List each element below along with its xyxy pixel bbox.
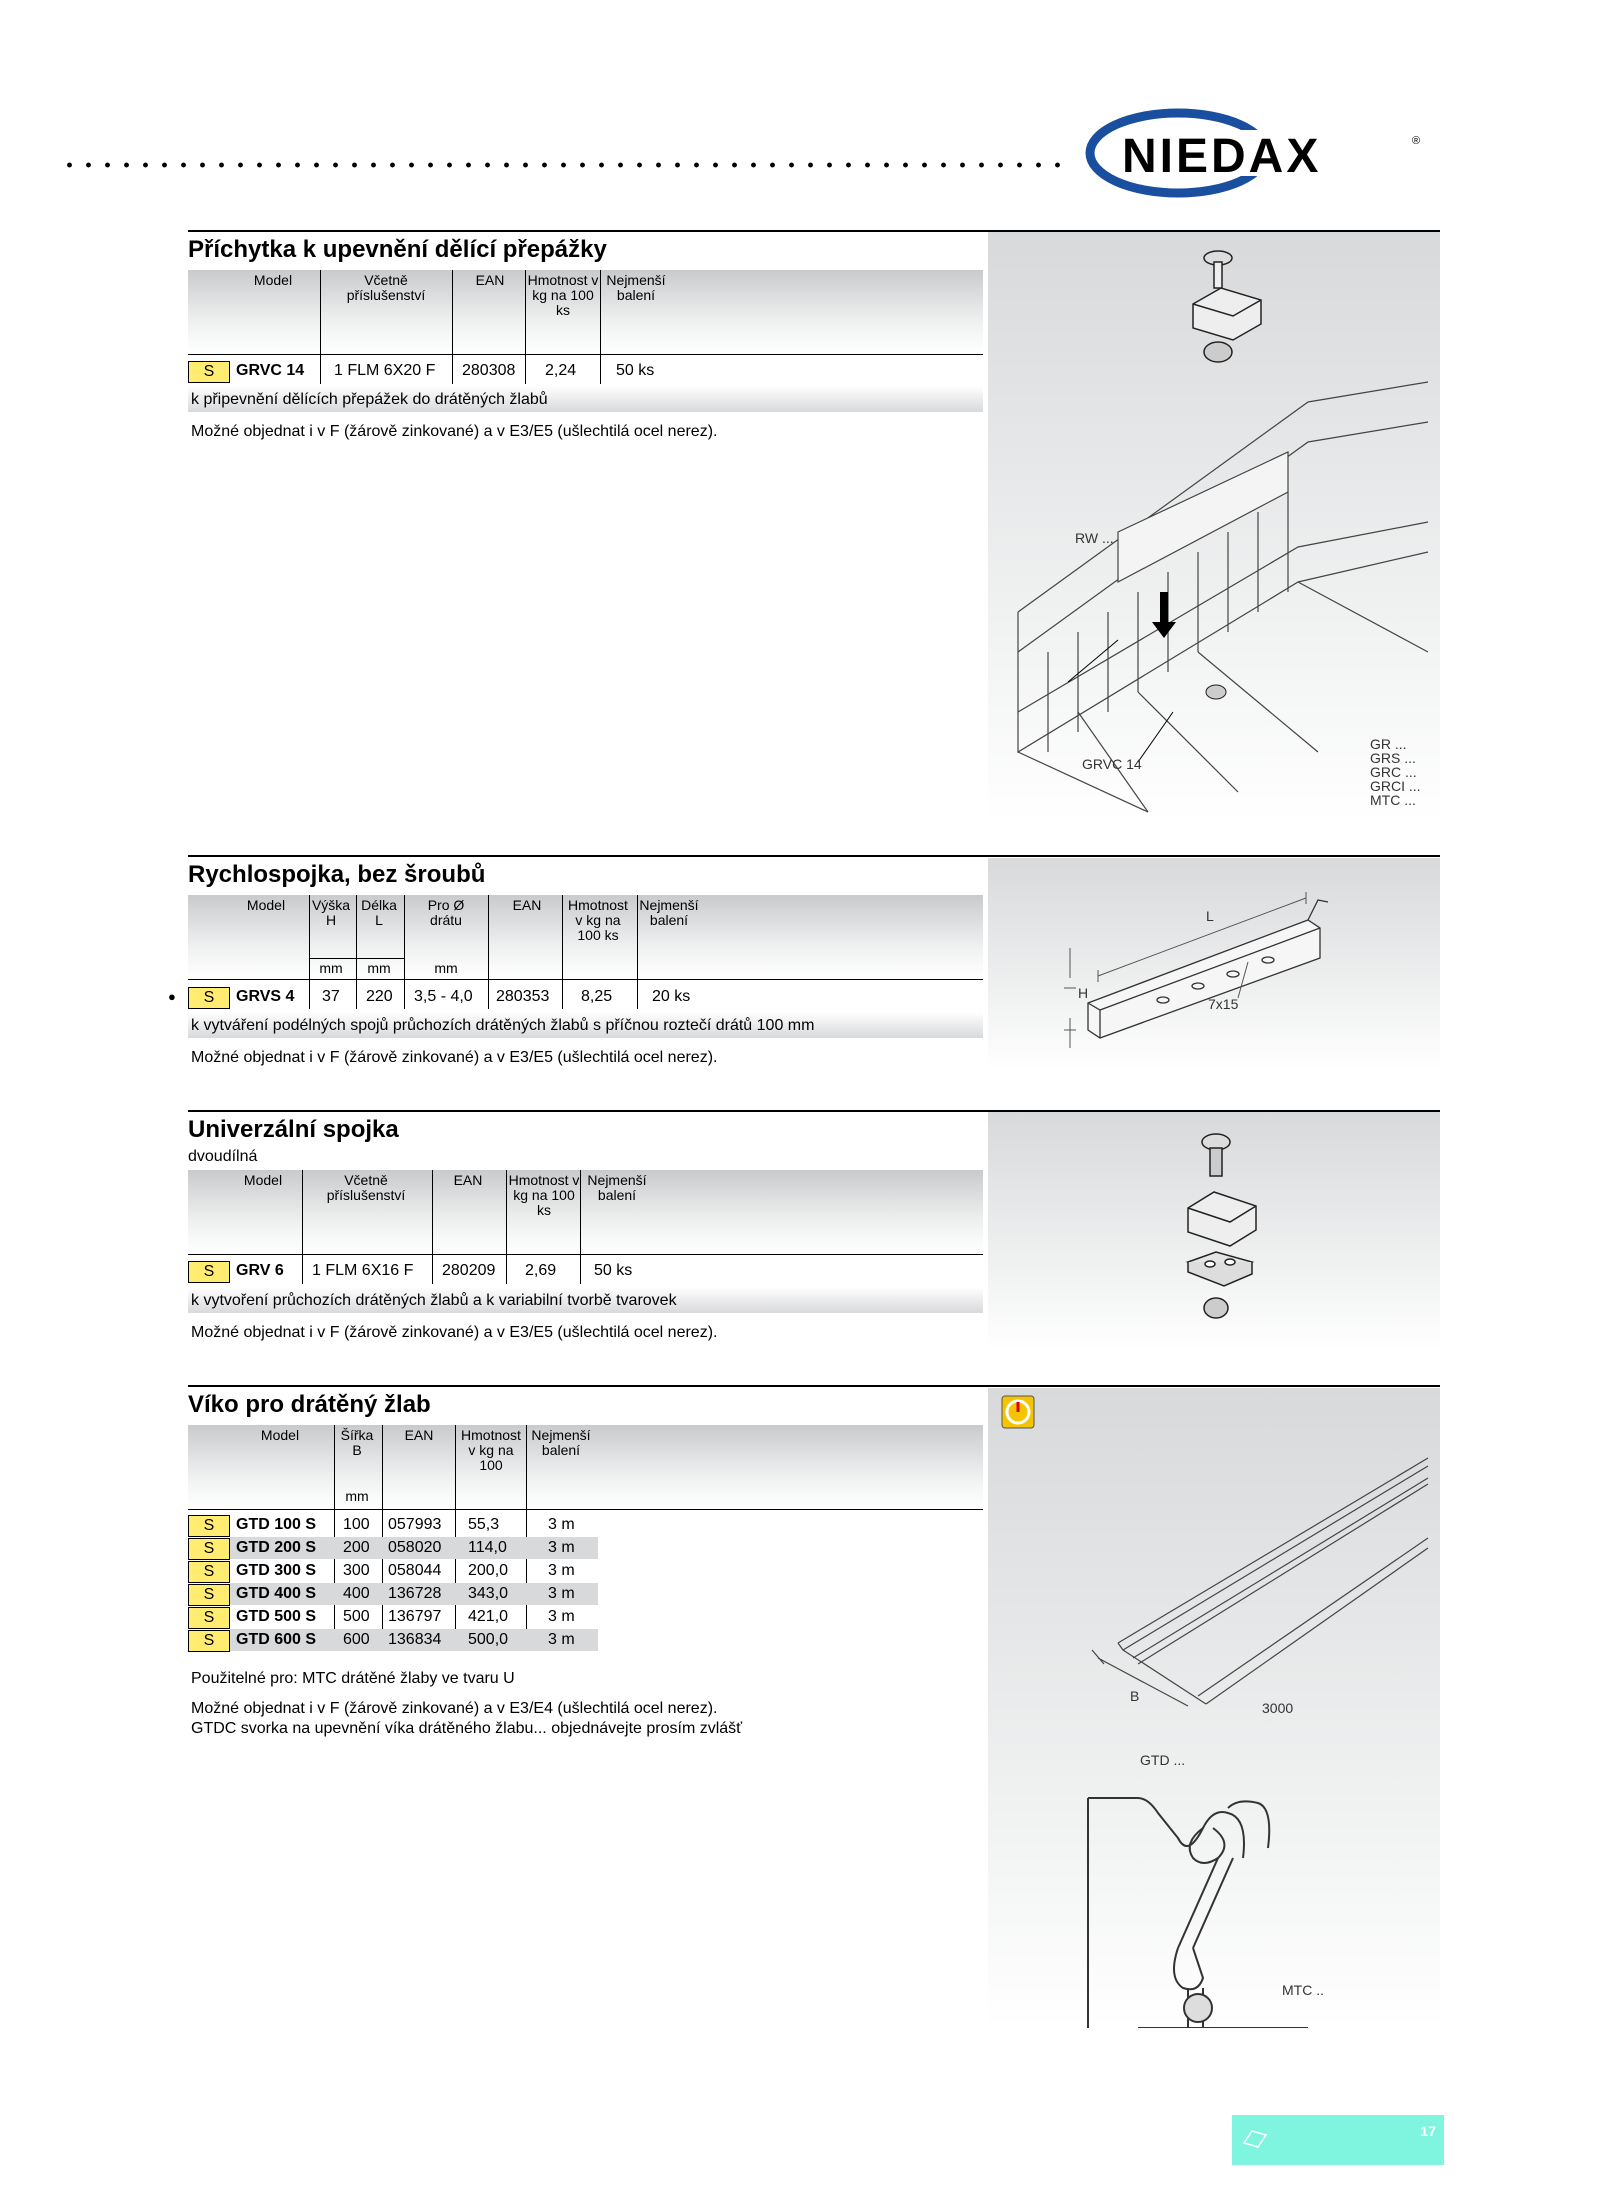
model-cell: GTD 500 S xyxy=(236,1608,317,1625)
col-header-weight: Hmotnost v kg na 100 ks xyxy=(508,1172,580,1218)
dotted-rule xyxy=(60,160,1060,170)
col-header-ean: EAN xyxy=(404,1427,434,1443)
col-header-accessories: Včetně příslušenství xyxy=(346,272,426,303)
unit-label: mm xyxy=(367,960,391,976)
height-cell: 37 xyxy=(322,988,340,1005)
model-cell: GTD 100 S xyxy=(236,1516,317,1533)
section-title: Víko pro drátěný žlab xyxy=(188,1391,431,1418)
col-header-width: Šířka B xyxy=(340,1427,374,1458)
section-rule xyxy=(188,1385,1440,1387)
section-rule xyxy=(188,855,1440,857)
stock-badge: S xyxy=(188,1584,230,1606)
section-title: Univerzální spojka xyxy=(188,1116,399,1143)
model-cell: GTD 200 S xyxy=(236,1539,317,1556)
page-number: 17 xyxy=(1420,2123,1436,2139)
model-cell: GTD 600 S xyxy=(236,1631,317,1648)
minpack-cell: 50 ks xyxy=(594,1262,633,1279)
label-gr: GR ... xyxy=(1370,736,1407,752)
col-header-model: Model xyxy=(246,897,286,913)
ean-cell: 058020 xyxy=(388,1539,442,1556)
product-illustration xyxy=(988,1112,1440,1350)
stock-badge: S xyxy=(188,1515,230,1537)
stock-badge: S xyxy=(188,1261,230,1283)
model-cell: GTD 400 S xyxy=(236,1585,317,1602)
col-header-ean: EAN xyxy=(512,897,542,913)
note: k vytváření podélných spojů průchozích drátěných žlabů s příčnou roztečí drátů 100 mm xyxy=(191,1017,815,1034)
col-header-weight: Hmotnost v kg na 100 ks xyxy=(568,897,628,943)
stock-badge: S xyxy=(188,361,230,383)
accessories-cell: 1 FLM 6X16 F xyxy=(312,1262,414,1279)
model-cell: GRVC 14 xyxy=(236,362,305,379)
col-header-accessories: Včetně příslušenství xyxy=(326,1172,406,1203)
col-header-ean: EAN xyxy=(475,272,505,288)
stock-badge: S xyxy=(188,1561,230,1583)
ean-cell: 136728 xyxy=(388,1585,442,1602)
label-rw: RW ... xyxy=(1075,530,1114,546)
ean-cell: 280209 xyxy=(442,1262,496,1279)
model-cell: GRV 6 xyxy=(236,1262,284,1279)
stock-badge: S xyxy=(188,1630,230,1652)
label-h: H xyxy=(1078,985,1089,1001)
note: Možné objednat i v F (žárově zinkované) a v E3/E5 (ušlechtilá ocel nerez). xyxy=(191,423,718,440)
label-hole: 7x15 xyxy=(1208,996,1239,1012)
note: Možné objednat i v F (žárově zinkované) a v E3/E5 (ušlechtilá ocel nerez). xyxy=(191,1049,718,1066)
label-mtc: MTC .. xyxy=(1282,1982,1324,1998)
section-subtitle: dvoudílná xyxy=(188,1148,258,1165)
weight-cell: 343,0 xyxy=(468,1585,509,1602)
product-illustration xyxy=(988,1388,1440,2028)
col-header-minpack: Nejmenší balení xyxy=(639,897,699,928)
note: Možné objednat i v F (žárově zinkované) a v E3/E4 (ušlechtilá ocel nerez). xyxy=(191,1700,718,1717)
unit-label: mm xyxy=(345,1488,369,1504)
col-header-model: Model xyxy=(260,1427,300,1443)
model-cell: GRVS 4 xyxy=(236,988,295,1005)
minpack-cell: 3 m xyxy=(548,1539,575,1556)
svg-text:NIEDAX: NIEDAX xyxy=(1122,130,1322,183)
width-cell: 200 xyxy=(343,1539,370,1556)
model-cell: GTD 300 S xyxy=(236,1562,317,1579)
weight-cell: 2,24 xyxy=(545,362,577,379)
width-cell: 600 xyxy=(343,1631,370,1648)
label-b: B xyxy=(1130,1688,1140,1704)
col-header-model: Model xyxy=(253,272,293,288)
ean-cell: 057993 xyxy=(388,1516,442,1533)
svg-text:®: ® xyxy=(1412,135,1421,147)
label-grc: GRC ... xyxy=(1370,764,1417,780)
col-header-minpack: Nejmenší balení xyxy=(587,1172,647,1203)
note: k připevnění dělících přepážek do drátěných žlabů xyxy=(191,391,548,408)
minpack-cell: 3 m xyxy=(548,1608,575,1625)
stock-badge: S xyxy=(188,987,230,1009)
col-header-ean: EAN xyxy=(453,1172,483,1188)
weight-cell: 114,0 xyxy=(468,1539,507,1556)
stock-badge: S xyxy=(188,1607,230,1629)
unit-label: mm xyxy=(434,960,458,976)
weight-cell: 2,69 xyxy=(525,1262,557,1279)
stock-badge: S xyxy=(188,1538,230,1560)
length-cell: 220 xyxy=(366,988,393,1005)
col-header-length: Délka L xyxy=(361,897,397,928)
section-title: Příchytka k upevnění dělící přepážky xyxy=(188,236,607,263)
product-illustration xyxy=(988,858,1440,1070)
note: GTDC svorka na upevnění víka drátěného žlabu... objednávejte prosím zvlášť xyxy=(191,1720,743,1737)
label-mtc: MTC ... xyxy=(1370,792,1416,808)
ean-cell: 280308 xyxy=(462,362,516,379)
unit-label: mm xyxy=(319,960,343,976)
tray-icon xyxy=(1240,2125,1270,2153)
width-cell: 400 xyxy=(343,1585,370,1602)
section-title: Rychlospojka, bez šroubů xyxy=(188,861,486,888)
bullet: ● xyxy=(168,989,176,1004)
ean-cell: 058044 xyxy=(388,1562,442,1579)
ean-cell: 280353 xyxy=(496,988,550,1005)
weight-cell: 200,0 xyxy=(468,1562,509,1579)
weight-cell: 421,0 xyxy=(468,1608,509,1625)
label-length: 3000 xyxy=(1262,1700,1294,1716)
page-footer xyxy=(1232,2115,1444,2165)
niedax-logo xyxy=(1082,108,1442,198)
label-grs: GRS ... xyxy=(1370,750,1416,766)
minpack-cell: 50 ks xyxy=(616,362,655,379)
minpack-cell: 20 ks xyxy=(652,988,691,1005)
product-illustration xyxy=(988,232,1440,820)
col-header-weight: Hmotnost v kg na 100 ks xyxy=(527,272,599,318)
note: Použitelné pro: MTC drátěné žlaby ve tvaru U xyxy=(191,1670,515,1687)
ean-cell: 136797 xyxy=(388,1608,442,1625)
label-grvc: GRVC 14 xyxy=(1082,756,1142,772)
minpack-cell: 3 m xyxy=(548,1562,575,1579)
minpack-cell: 3 m xyxy=(548,1585,575,1602)
col-header-weight: Hmotnost v kg na 100 xyxy=(461,1427,521,1473)
col-header-minpack: Nejmenší balení xyxy=(606,272,666,303)
minpack-cell: 3 m xyxy=(548,1516,575,1533)
col-header-height: Výška H xyxy=(311,897,351,928)
minpack-cell: 3 m xyxy=(548,1631,575,1648)
col-header-model: Model xyxy=(243,1172,283,1188)
accessories-cell: 1 FLM 6X20 F xyxy=(334,362,436,379)
width-cell: 100 xyxy=(343,1516,370,1533)
weight-cell: 55,3 xyxy=(468,1516,500,1533)
wire-cell: 3,5 - 4,0 xyxy=(414,988,473,1005)
label-gtd: GTD ... xyxy=(1140,1752,1186,1768)
col-header-wire: Pro Ø drátu xyxy=(427,897,465,928)
weight-cell: 8,25 xyxy=(581,988,613,1005)
note: k vytvoření průchozích drátěných žlabů a k variabilní tvorbě tvarovek xyxy=(191,1292,677,1309)
note: Možné objednat i v F (žárově zinkované) a v E3/E5 (ušlechtilá ocel nerez). xyxy=(191,1324,718,1341)
col-header-minpack: Nejmenší balení xyxy=(531,1427,591,1458)
ean-cell: 136834 xyxy=(388,1631,442,1648)
width-cell: 300 xyxy=(343,1562,370,1579)
label-grci: GRCI ... xyxy=(1370,778,1421,794)
width-cell: 500 xyxy=(343,1608,370,1625)
label-l: L xyxy=(1206,908,1214,924)
weight-cell: 500,0 xyxy=(468,1631,509,1648)
